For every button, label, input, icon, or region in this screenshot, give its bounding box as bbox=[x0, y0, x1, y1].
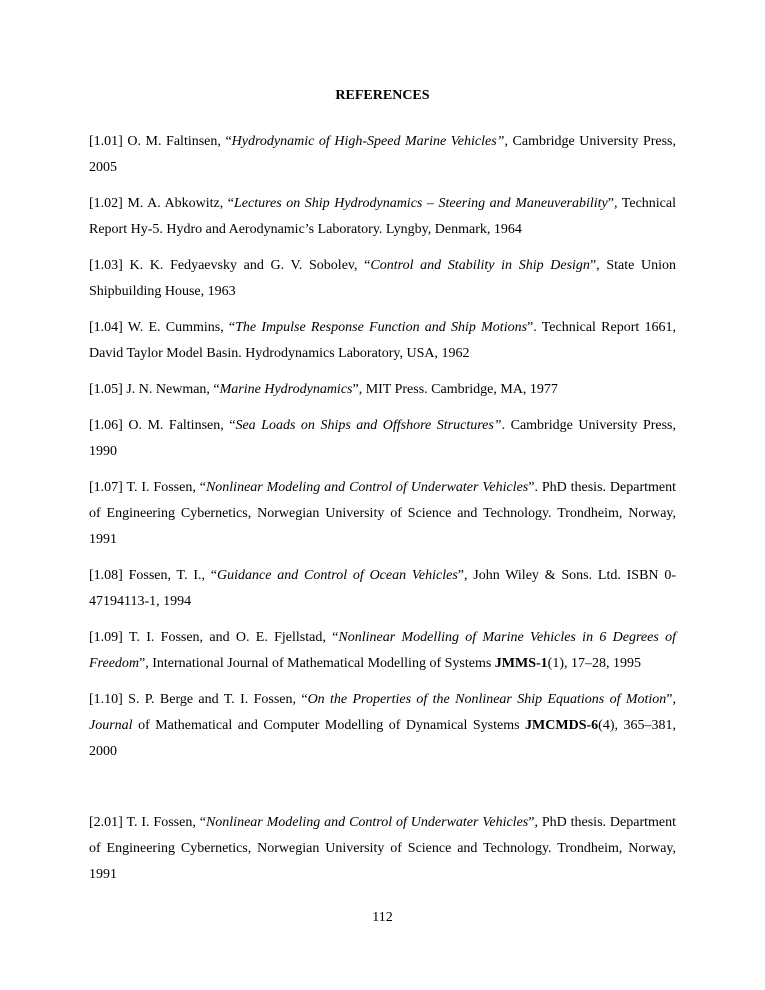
ref-authors: [1.03] K. K. Fedyaevsky and G. V. Sobolev, “ bbox=[89, 258, 371, 273]
ref-title: The Impulse Response Function and Ship Motions bbox=[235, 320, 528, 335]
reference-item bbox=[89, 253, 676, 305]
ref-volume: JMCMDS-6 bbox=[525, 718, 599, 733]
ref-title: Control and Stability in Ship Design bbox=[370, 258, 590, 273]
ref-authors: [1.10] S. P. Berge and T. I. Fossen, “ bbox=[89, 692, 308, 707]
reference-item bbox=[89, 413, 676, 465]
reference-item bbox=[89, 810, 676, 888]
ref-details: ”. PhD thesis. Department of Engineering Cybernetics, Norwegian University of Science and Technology. Trondheim, Norway, 1991 bbox=[89, 480, 677, 547]
reference-item bbox=[89, 687, 676, 765]
ref-details: ”, State Union Shipbuilding House, 1963 bbox=[89, 258, 676, 299]
ref-title: Lectures on Ship Hydrodynamics – Steering and Maneuverability bbox=[233, 196, 608, 211]
ref-title: Nonlinear Modeling and Control of Underwater Vehicles bbox=[205, 480, 529, 495]
reference-item bbox=[89, 475, 676, 553]
ref-details: ”, International Journal of Mathematical Modelling of Systems bbox=[139, 656, 495, 671]
ref-authors: [1.02] M. A. Abkowitz, “ bbox=[89, 196, 234, 211]
ref-title: On the Properties of the Nonlinear Ship Equations of Motion bbox=[307, 692, 667, 707]
ref-authors: [1.04] W. E. Cummins, “ bbox=[89, 320, 236, 335]
ref-authors: [1.09] T. I. Fossen, and O. E. Fjellstad, “ bbox=[89, 630, 339, 645]
ref-pages: (1), 17–28, 1995 bbox=[547, 656, 641, 671]
ref-authors: [1.07] T. I. Fossen, “ bbox=[89, 480, 206, 495]
ref-details: ”, John Wiley & Sons. Ltd. ISBN 0-47194113-1, 1994 bbox=[89, 568, 676, 609]
reference-item bbox=[89, 625, 676, 677]
ref-details: ”, Technical Report Hy-5. Hydro and Aerodynamic’s Laboratory. Lyngby, Denmark, 1964 bbox=[89, 196, 676, 237]
ref-journal: Journal bbox=[89, 718, 133, 733]
ref-details: ”, bbox=[666, 692, 676, 707]
ref-title: Guidance and Control of Ocean Vehicles bbox=[217, 568, 458, 583]
ref-authors: [1.05] J. N. Newman, “ bbox=[89, 382, 220, 397]
ref-title: Hydrodynamic of High-Speed Marine Vehicles” bbox=[231, 134, 505, 149]
ref-journal-name: of Mathematical and Computer Modelling of Dynamical Systems bbox=[132, 718, 526, 733]
page-number: 112 bbox=[372, 910, 393, 925]
ref-authors: [1.01] O. M. Faltinsen, “ bbox=[89, 134, 232, 149]
ref-authors: [1.08] Fossen, T. I., “ bbox=[89, 568, 218, 583]
ref-details: ”, PhD thesis. Department of Engineering Cybernetics, Norwegian University of Science and Technology. Trondheim, Norway, 1991 bbox=[89, 815, 677, 882]
reference-item bbox=[89, 377, 676, 403]
reference-item bbox=[89, 191, 676, 243]
ref-authors: [2.01] T. I. Fossen, “ bbox=[89, 815, 206, 830]
ref-title: Nonlinear Modelling of Marine Vehicles in 6 Degrees of Freedom bbox=[89, 630, 676, 671]
ref-authors: [1.06] O. M. Faltinsen, “ bbox=[89, 418, 236, 433]
ref-details: . Cambridge University Press, 1990 bbox=[89, 418, 677, 459]
ref-details: , Cambridge University Press, 2005 bbox=[89, 134, 677, 175]
ref-title: Marine Hydrodynamics bbox=[219, 382, 353, 397]
ref-title: Sea Loads on Ships and Offshore Structures” bbox=[235, 418, 502, 433]
ref-details: ”. Technical Report 1661, David Taylor Model Basin. Hydrodynamics Laboratory, USA, 1962 bbox=[89, 320, 676, 361]
reference-item bbox=[89, 129, 676, 181]
reference-list bbox=[89, 129, 676, 898]
ref-title: Nonlinear Modeling and Control of Underwater Vehicles bbox=[205, 815, 529, 830]
ref-pages: (4), 365–381, 2000 bbox=[89, 718, 676, 759]
reference-item bbox=[89, 563, 676, 615]
ref-volume: JMMS-1 bbox=[494, 656, 548, 671]
page-title: REFERENCES bbox=[335, 88, 430, 103]
ref-details: ”, MIT Press. Cambridge, MA, 1977 bbox=[352, 382, 558, 397]
reference-item bbox=[89, 315, 676, 367]
